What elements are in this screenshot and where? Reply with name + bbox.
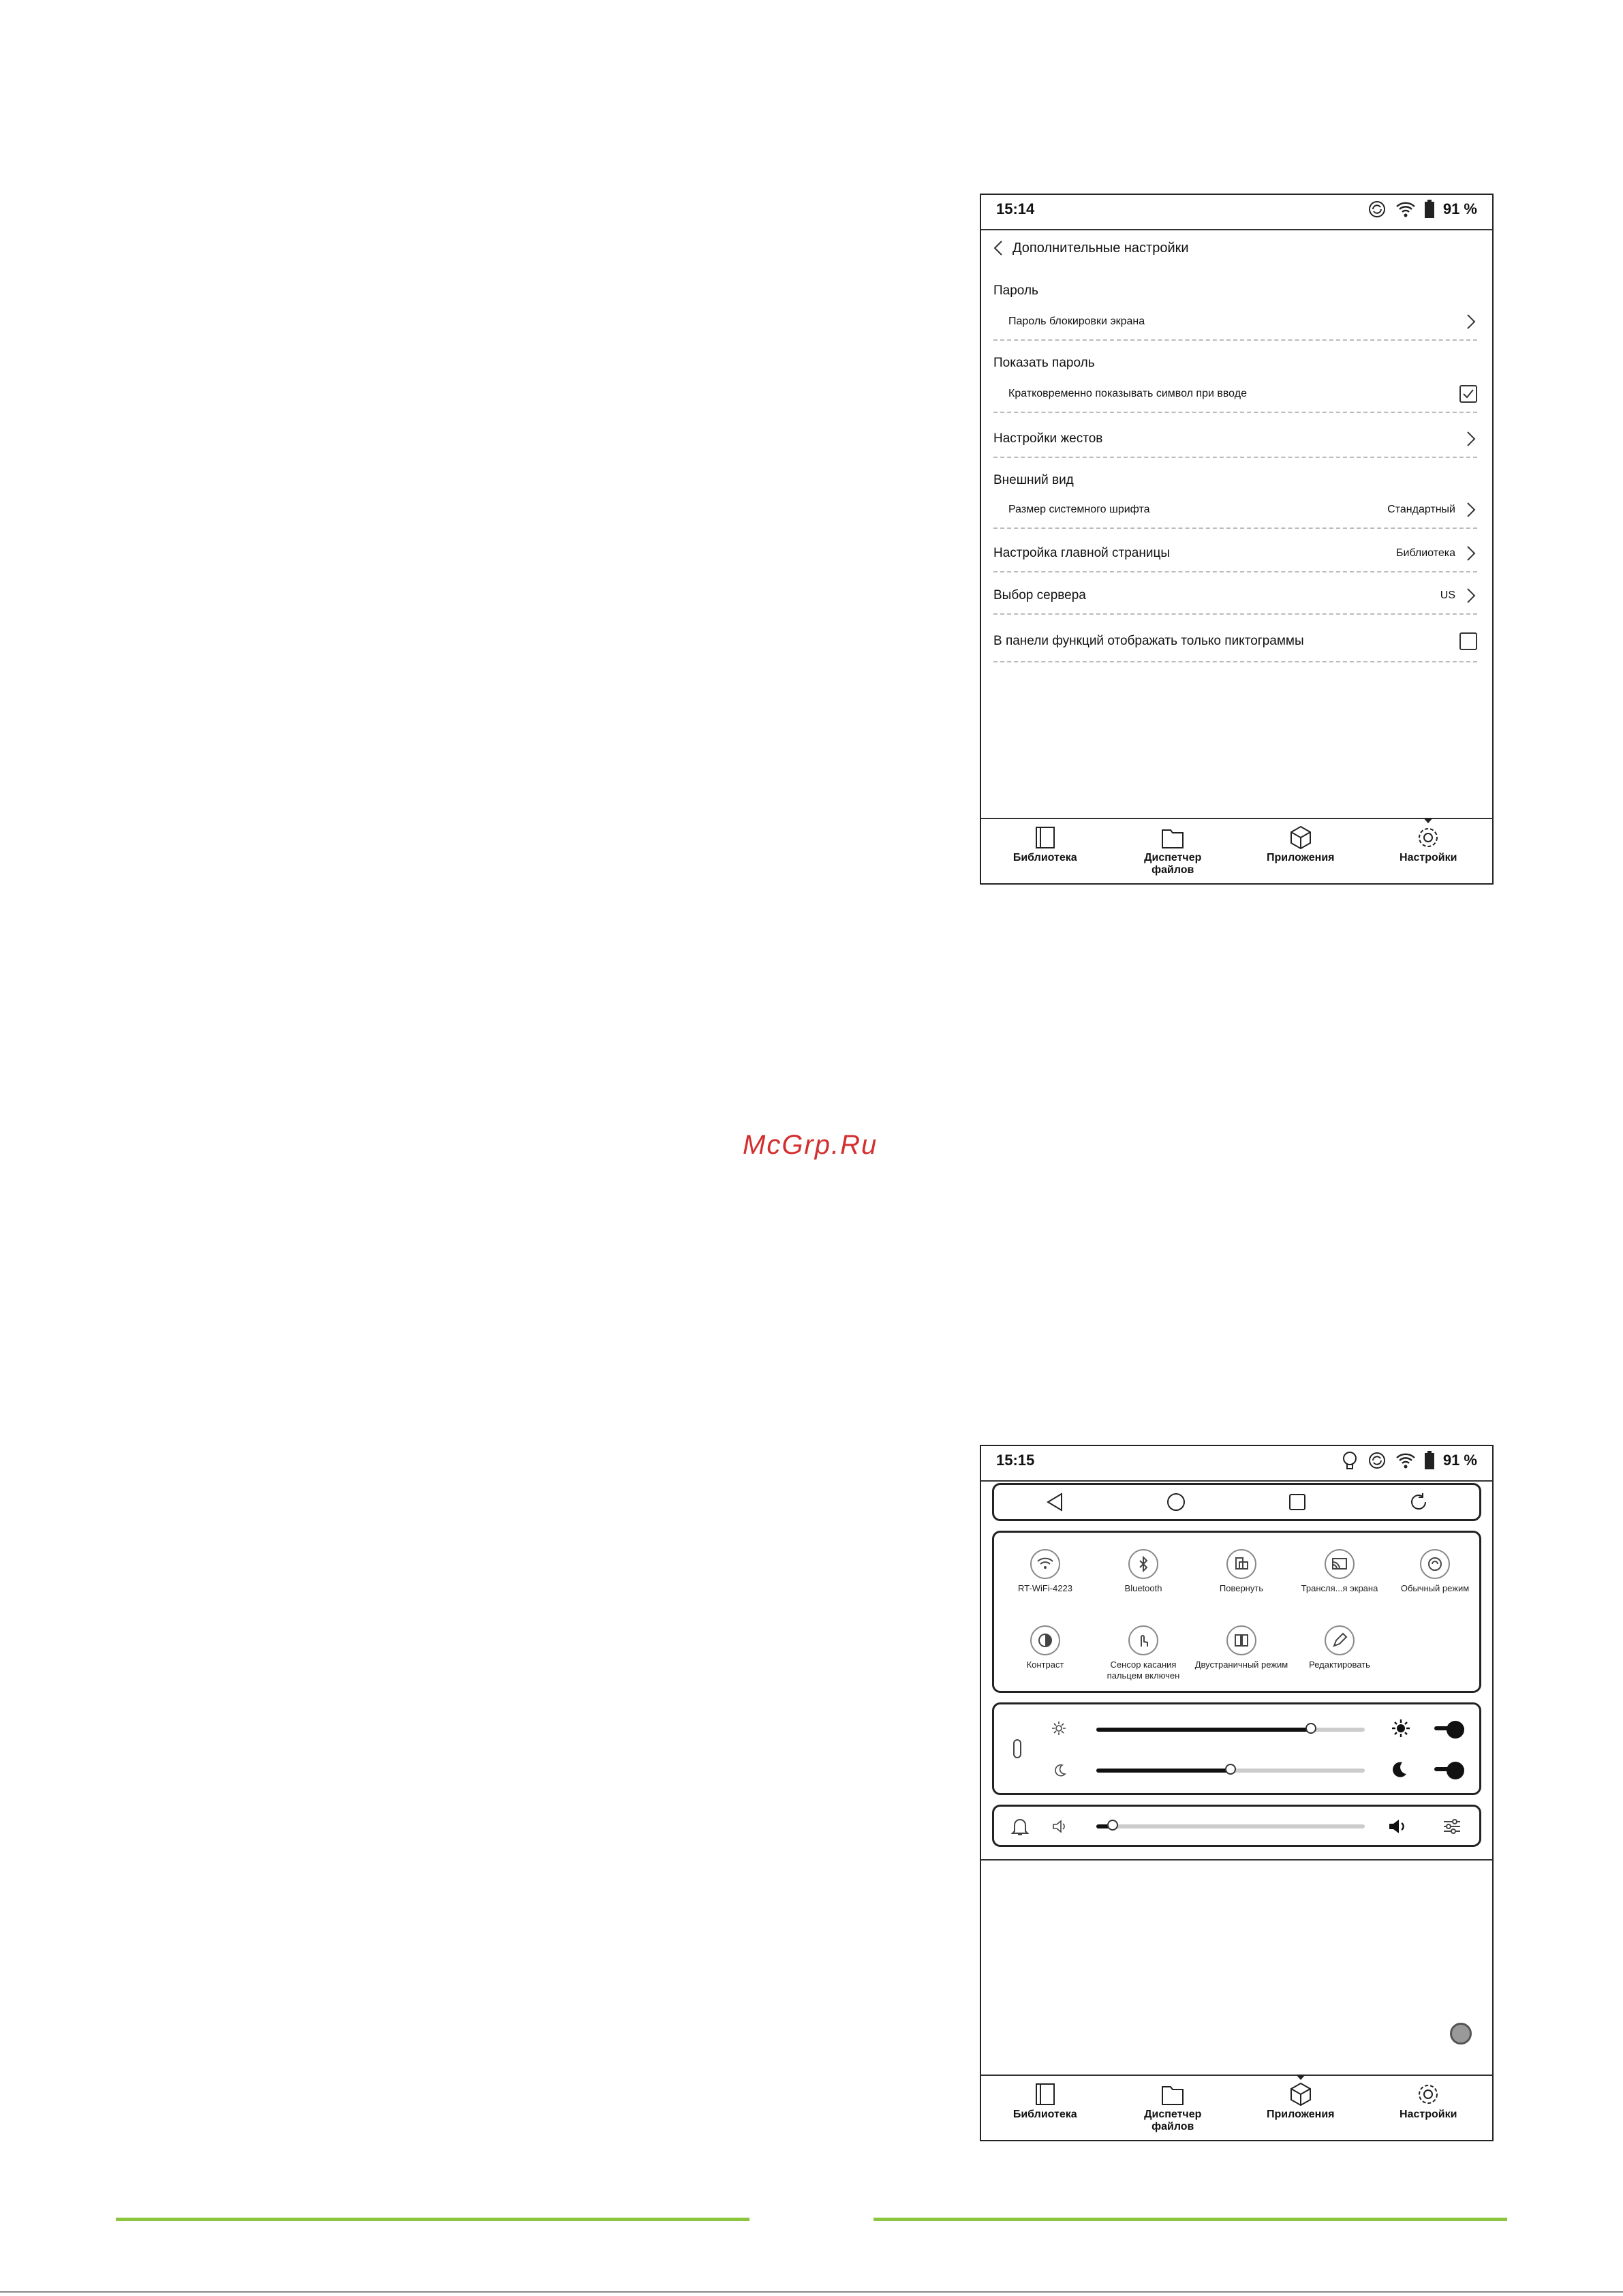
slider-fill [1096, 1728, 1311, 1732]
slider-knob[interactable] [1225, 1764, 1236, 1775]
nav-settings[interactable] [1365, 819, 1493, 883]
moon-small-icon [1053, 1763, 1066, 1777]
chevron-right-icon [1465, 501, 1477, 519]
watermark: McGrp.Ru [743, 1130, 878, 1160]
back-header[interactable] [993, 240, 1189, 256]
tile-mode[interactable] [1384, 1549, 1486, 1594]
battery-level: 91 % [1442, 200, 1477, 217]
lock-password-row[interactable] [993, 304, 1477, 341]
section-appearance: Внешний вид [993, 473, 1074, 487]
gestures-row[interactable] [993, 421, 1477, 458]
nav-settings[interactable] [1365, 2076, 1493, 2140]
battery-icon [1424, 1451, 1435, 1470]
active-marker [1296, 2075, 1305, 2080]
contrast-icon [1036, 1632, 1054, 1649]
battery-level: 91 % [1442, 1452, 1477, 1469]
tile-rotate[interactable] [1190, 1549, 1293, 1594]
dual-page-icon [1233, 1632, 1250, 1649]
refresh-mode-icon [1426, 1555, 1444, 1573]
bottom-nav [981, 818, 1492, 883]
bottom-nav [981, 2075, 1492, 2140]
nav-files-label: Диспетчер файлов [1144, 2109, 1202, 2132]
active-marker [1423, 818, 1433, 823]
nav-library-label: Библиотека [1013, 852, 1077, 863]
section-password: Пароль [993, 284, 1038, 298]
status-bar [981, 195, 1492, 230]
floating-button[interactable] [1450, 2023, 1472, 2045]
wifi-icon [1395, 200, 1416, 218]
back-arrow-icon[interactable] [993, 240, 1003, 256]
icons-only-row[interactable] [993, 622, 1477, 662]
settings-screen [980, 194, 1494, 885]
tile-wifi[interactable] [994, 1549, 1096, 1594]
tile-edit[interactable] [1288, 1625, 1391, 1670]
warm-light-toggle[interactable] [1434, 1721, 1464, 1736]
icons-only-label: В панели функций отображать только пиктограммы [993, 634, 1304, 648]
page-title: Дополнительные настройки [1013, 240, 1189, 256]
gear-icon [1415, 825, 1441, 851]
touch-hand-icon [1134, 1632, 1152, 1649]
tile-bluetooth-label: Bluetooth [1124, 1583, 1162, 1593]
nav-files-label: Диспетчер файлов [1144, 852, 1202, 876]
back-triangle-icon[interactable] [1044, 1491, 1066, 1513]
footer-rule-left [116, 2218, 749, 2221]
quick-settings-screen [980, 1445, 1494, 2141]
server-row[interactable] [993, 578, 1477, 615]
icons-only-checkbox[interactable] [1459, 632, 1477, 650]
warm-light-slider[interactable] [1096, 1728, 1365, 1732]
nav-apps[interactable] [1237, 2076, 1365, 2140]
bulb-icon [1341, 1450, 1359, 1471]
wifi-icon [1036, 1555, 1054, 1573]
sun-large-icon[interactable] [1391, 1718, 1411, 1739]
cold-light-slider[interactable] [1096, 1769, 1365, 1773]
cast-icon [1331, 1555, 1348, 1573]
page-edge [0, 2291, 1623, 2293]
footer-rule-right [874, 2218, 1507, 2221]
home-page-label: Настройка главной страницы [993, 546, 1171, 560]
tile-bluetooth[interactable] [1092, 1549, 1194, 1594]
bell-icon[interactable] [1010, 1816, 1030, 1837]
nav-library-label: Библиотека [1013, 2109, 1077, 2120]
pencil-icon [1331, 1632, 1348, 1649]
tile-touch-label: Сенсор касания пальцем включен [1107, 1659, 1180, 1681]
quick-settings-panel [992, 1531, 1481, 1693]
font-size-value: Стандартный [1387, 504, 1455, 515]
volume-high-icon[interactable] [1388, 1818, 1408, 1835]
equalizer-icon[interactable] [1442, 1818, 1462, 1835]
server-label: Выбор сервера [993, 588, 1086, 602]
show-symbol-label: Кратковременно показывать символ при вводе [1008, 388, 1247, 399]
tile-dual-label: Двустраничный режим [1194, 1659, 1288, 1670]
volume-slider[interactable] [1096, 1824, 1365, 1828]
frontlight-panel [992, 1702, 1481, 1795]
tile-dual[interactable] [1190, 1625, 1293, 1670]
sun-small-icon [1051, 1721, 1066, 1736]
chevron-right-icon [1465, 313, 1477, 331]
rotate-icon [1233, 1555, 1250, 1573]
library-icon [1032, 2081, 1058, 2107]
nav-library[interactable] [981, 2076, 1109, 2140]
font-size-row[interactable] [993, 492, 1477, 529]
tile-contrast[interactable] [994, 1625, 1096, 1670]
cube-icon [1288, 2081, 1314, 2107]
volume-low-icon [1051, 1819, 1068, 1834]
tile-contrast-label: Контраст [1026, 1659, 1064, 1670]
folder-icon [1160, 825, 1186, 851]
sync-icon [1367, 199, 1387, 219]
lock-password-label: Пароль блокировки экрана [1008, 316, 1145, 327]
system-nav-bar [992, 1483, 1481, 1521]
status-time: 15:14 [996, 200, 1035, 217]
volume-panel [992, 1805, 1481, 1847]
nav-library[interactable] [981, 819, 1109, 883]
checkmark-icon [1462, 388, 1474, 399]
tile-mode-label: Обычный режим [1400, 1583, 1470, 1593]
tile-wifi-label: RT-WiFi-4223 [1018, 1583, 1072, 1593]
chevron-right-icon [1465, 545, 1477, 562]
nav-settings-label: Настройки [1400, 852, 1457, 863]
slider-knob[interactable] [1107, 1820, 1118, 1831]
chevron-right-icon [1465, 430, 1477, 448]
cold-light-toggle[interactable] [1434, 1762, 1464, 1777]
bluetooth-icon [1134, 1555, 1152, 1573]
home-circle-icon[interactable] [1165, 1491, 1187, 1513]
status-bar [981, 1446, 1492, 1482]
panel-divider [981, 1859, 1492, 1861]
library-icon [1032, 825, 1058, 851]
battery-icon [1424, 200, 1435, 219]
home-page-value: Библиотека [1396, 547, 1455, 559]
show-symbol-checkbox[interactable] [1459, 385, 1477, 403]
nav-apps[interactable] [1237, 819, 1365, 883]
wifi-icon [1395, 1452, 1416, 1469]
folder-icon [1160, 2081, 1186, 2107]
slider-fill [1096, 1769, 1231, 1773]
nav-files[interactable] [1109, 2076, 1237, 2140]
status-time: 15:15 [996, 1452, 1035, 1469]
home-page-row[interactable] [993, 536, 1477, 572]
nav-settings-label: Настройки [1400, 2109, 1457, 2120]
tile-cast-label: Трансля...я экрана [1301, 1583, 1378, 1593]
tile-touch[interactable] [1092, 1625, 1194, 1681]
nav-apps-label: Приложения [1267, 852, 1335, 863]
nav-files[interactable] [1109, 819, 1237, 883]
tile-cast[interactable] [1288, 1549, 1391, 1594]
tile-edit-label: Редактировать [1309, 1659, 1370, 1670]
nav-apps-label: Приложения [1267, 2109, 1335, 2120]
tile-rotate-label: Повернуть [1219, 1583, 1264, 1593]
cube-icon [1288, 825, 1314, 851]
server-value: US [1440, 590, 1455, 601]
chevron-right-icon [1465, 587, 1477, 604]
gear-icon [1415, 2081, 1441, 2107]
recents-square-icon[interactable] [1286, 1491, 1308, 1513]
moon-large-icon[interactable] [1391, 1760, 1408, 1778]
show-symbol-row[interactable] [993, 376, 1477, 413]
sync-icon [1367, 1450, 1387, 1471]
gestures-label: Настройки жестов [993, 431, 1103, 446]
slider-knob[interactable] [1305, 1723, 1316, 1734]
section-show-password: Показать пароль [993, 356, 1095, 370]
font-size-label: Размер системного шрифта [1008, 504, 1150, 515]
refresh-icon[interactable] [1408, 1491, 1429, 1513]
link-icon[interactable] [1012, 1739, 1023, 1759]
